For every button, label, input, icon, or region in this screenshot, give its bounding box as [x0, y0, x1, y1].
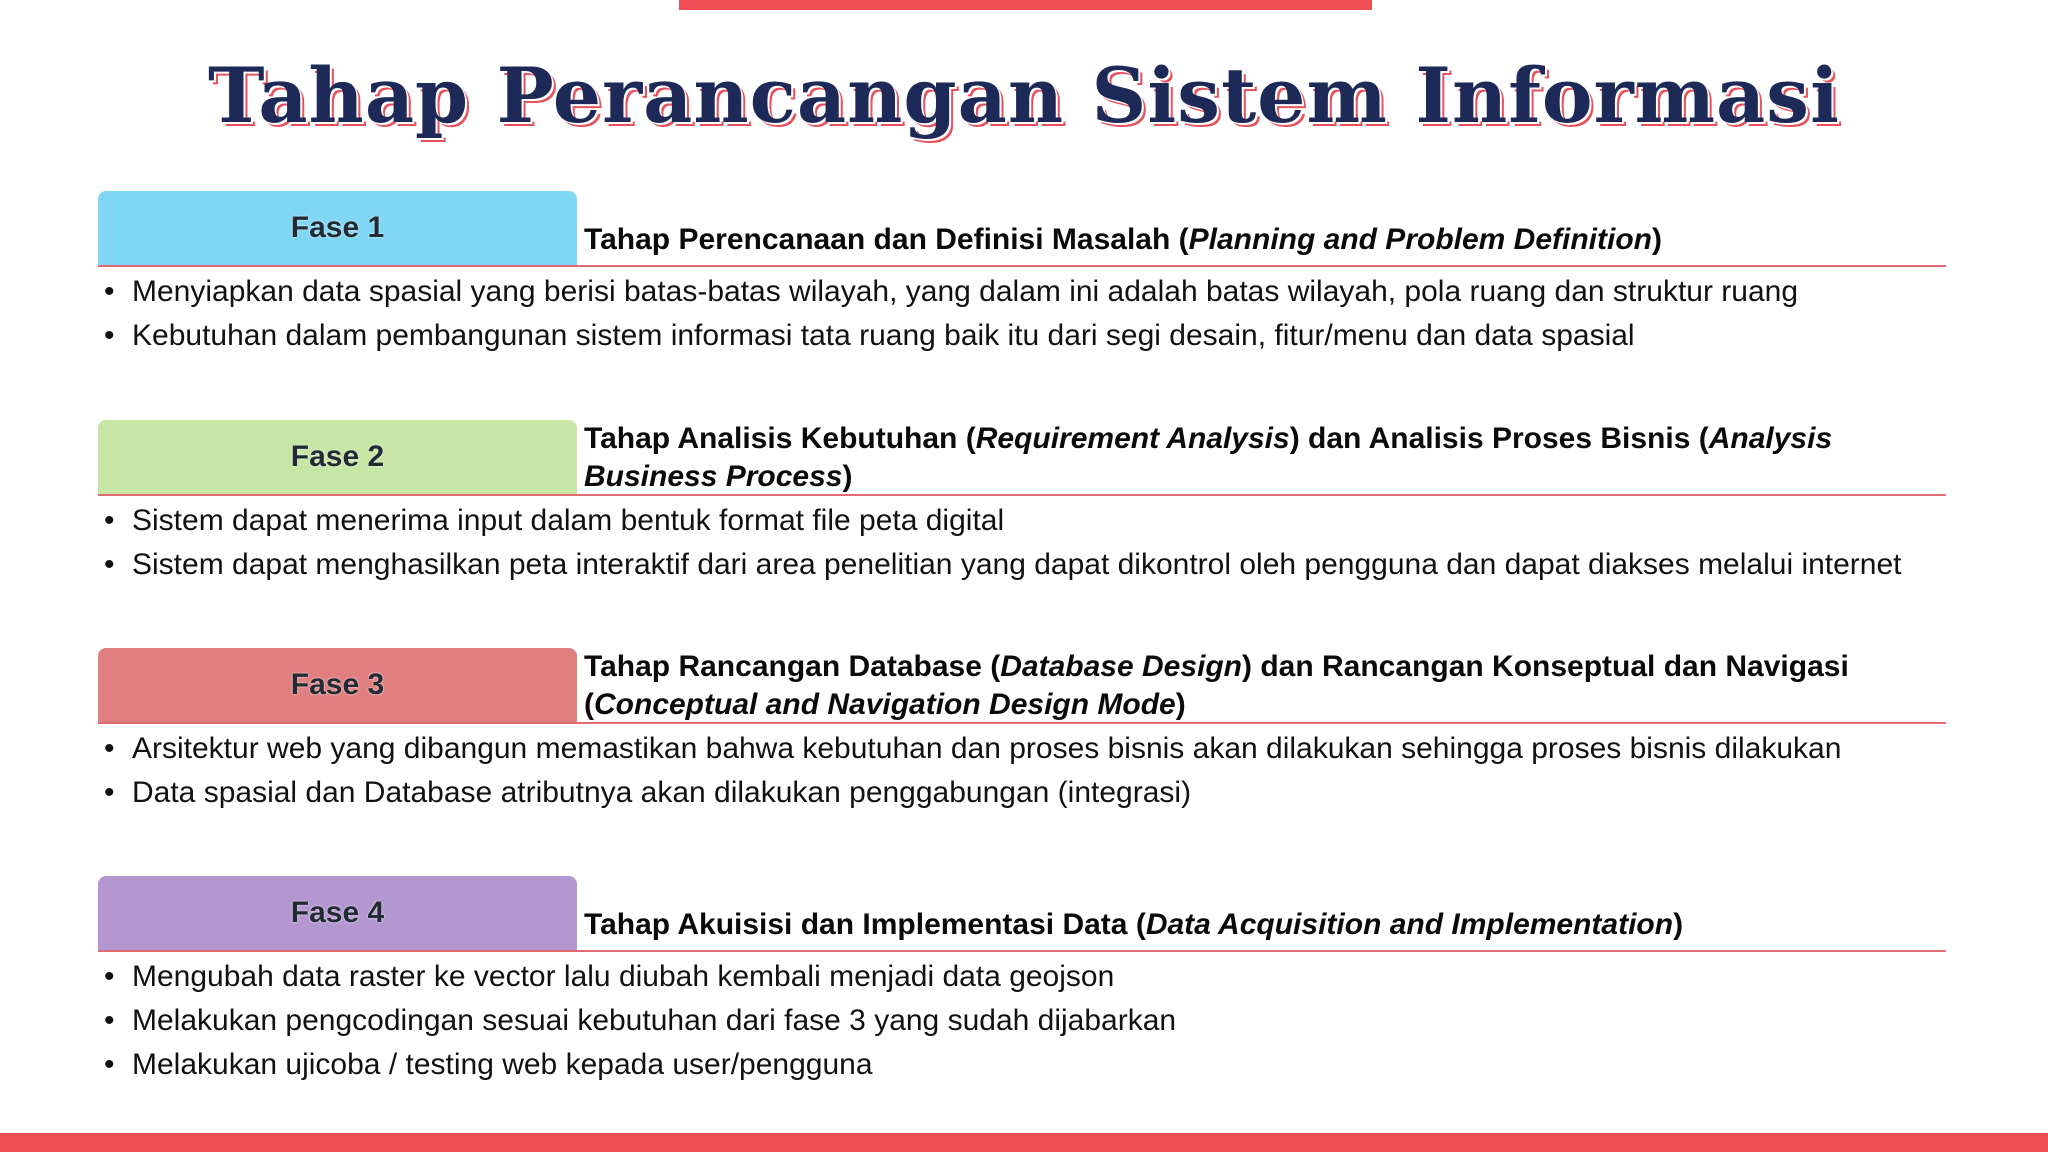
bullet-item — [98, 502, 1946, 540]
bullet-item — [98, 1002, 1946, 1040]
bullet-item — [98, 1046, 1946, 1084]
bullet-item — [98, 546, 1946, 584]
phase-heading-english-term: Analysis Business Process — [584, 422, 1833, 493]
phase-heading-text: ) — [1673, 908, 1684, 941]
bullet-item — [98, 774, 1946, 812]
bullet-text: Menyiapkan data spasial yang berisi batas-batas wilayah, yang dalam ini adalah batas wilayah, pola ruang dan struktur ruang — [132, 275, 1799, 308]
phase-bullet-list — [98, 273, 1946, 361]
bullet-dot-icon: • — [104, 776, 115, 809]
bullet-text: Sistem dapat menerima input dalam bentuk format file peta digital — [132, 504, 1005, 537]
bullet-dot-icon: • — [104, 960, 115, 993]
phase-heading-english-term: Conceptual and Navigation Design Mode — [594, 688, 1176, 721]
phase-bullet-list — [98, 958, 1946, 1090]
phase-heading-text: Tahap Analisis Kebutuhan ( — [584, 422, 976, 455]
bullet-dot-icon: • — [104, 319, 115, 352]
phase-divider — [98, 722, 1946, 724]
bullet-dot-icon: • — [104, 732, 115, 765]
phase-label: Fase 1 — [98, 191, 577, 265]
phase-heading — [584, 648, 1946, 724]
slide-title: Tahap Perancangan Sistem Informasi — [208, 51, 1840, 140]
phase-divider — [98, 494, 1946, 496]
phase-heading-english-term: Requirement Analysis — [975, 422, 1290, 455]
bullet-item — [98, 958, 1946, 996]
phase-heading-text: ) dan Analisis Proses Bisnis ( — [1289, 422, 1709, 455]
phase-divider — [98, 265, 1946, 267]
bullet-dot-icon: • — [104, 548, 115, 581]
phase-heading — [584, 221, 1946, 259]
phase-heading-english-term: Database Design — [1000, 650, 1242, 683]
bullet-dot-icon: • — [104, 1004, 115, 1037]
bullet-item — [98, 730, 1946, 768]
bullet-text: Melakukan ujicoba / testing web kepada user/pengguna — [132, 1048, 873, 1081]
phase-heading-text: Tahap Perencanaan dan Definisi Masalah ( — [584, 223, 1189, 256]
phase-label: Fase 2 — [98, 420, 577, 494]
phase-heading-english-term: Data Acquisition and Implementation — [1145, 908, 1674, 941]
phase-bullet-list — [98, 502, 1946, 590]
phase-heading-text: ) — [1652, 223, 1662, 256]
phase-bullet-list — [98, 730, 1946, 818]
phase-heading-text: ) dan Rancangan Konseptual dan Navigasi ( — [584, 650, 1849, 721]
phase-label: Fase 3 — [98, 648, 577, 722]
bullet-dot-icon: • — [104, 1048, 115, 1081]
bullet-item — [98, 317, 1946, 355]
phase-divider — [98, 950, 1946, 952]
phase-heading-english-term: Planning and Problem Definition — [1188, 223, 1652, 256]
top-accent-bar — [679, 0, 1372, 10]
bullet-text: Kebutuhan dalam pembangunan sistem informasi tata ruang baik itu dari segi desain, fitur/menu dan data spasial — [132, 319, 1635, 352]
bullet-item — [98, 273, 1946, 311]
phase-label: Fase 4 — [98, 876, 577, 950]
bullet-text: Arsitektur web yang dibangun memastikan bahwa kebutuhan dan proses bisnis akan dilakukan sehingga proses bisnis dilakukan — [132, 732, 1842, 765]
bullet-text: Data spasial dan Database atributnya akan dilakukan penggabungan (integrasi) — [132, 776, 1192, 809]
bottom-accent-bar — [0, 1133, 2048, 1152]
phase-heading-text: Tahap Rancangan Database ( — [584, 650, 1001, 683]
bullet-text: Melakukan pengcodingan sesuai kebutuhan dari fase 3 yang sudah dijabarkan — [132, 1004, 1177, 1037]
phase-heading — [584, 420, 1946, 496]
bullet-text: Sistem dapat menghasilkan peta interaktif dari area penelitian yang dapat dikontrol oleh pengguna dan dapat diakses melalui internet — [132, 548, 1902, 581]
phase-heading-text: ) — [1175, 688, 1186, 721]
bullet-text: Mengubah data raster ke vector lalu diubah kembali menjadi data geojson — [132, 960, 1115, 993]
phase-heading-text: Tahap Akuisisi dan Implementasi Data ( — [584, 908, 1146, 941]
bullet-dot-icon: • — [104, 275, 115, 308]
phase-heading — [584, 906, 1946, 944]
bullet-dot-icon: • — [104, 504, 115, 537]
phase-heading-text: ) — [842, 460, 853, 493]
